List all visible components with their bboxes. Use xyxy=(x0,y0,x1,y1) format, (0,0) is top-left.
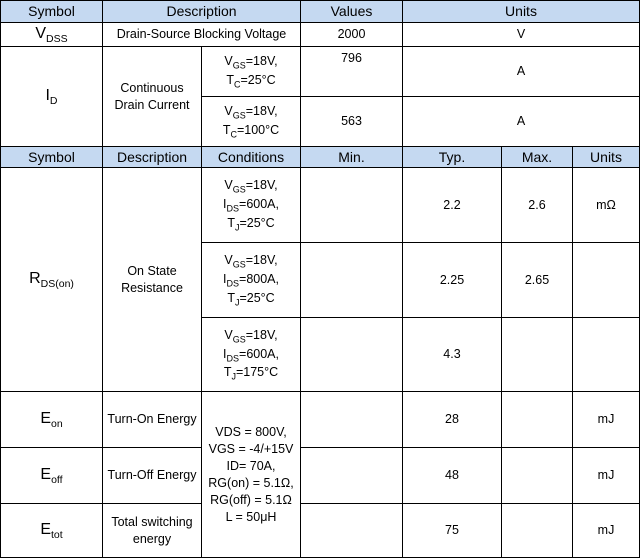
table-row xyxy=(1,23,640,47)
typ-rds-1: 2.2 xyxy=(403,168,502,243)
unit-rds-3 xyxy=(573,318,640,392)
header2-typ: Typ. xyxy=(403,147,502,168)
max-etot xyxy=(502,504,573,558)
typ-eoff: 48 xyxy=(403,448,502,504)
value-id-1: 796 xyxy=(301,47,403,97)
table-row xyxy=(1,504,640,558)
symbol-id: $I_D$ xyxy=(1,47,103,147)
unit-vdss: V xyxy=(403,23,640,47)
header2-description: Description xyxy=(103,147,202,168)
header-symbol: Symbol xyxy=(1,1,103,23)
unit-eoff: mJ xyxy=(573,448,640,504)
typ-eon: 28 xyxy=(403,392,502,448)
cond-rds-3: $V_{GS}=18V$, $I_{DS}=600A$, $T_J=175^\circ C$ xyxy=(202,318,301,392)
max-rds-2: 2.65 xyxy=(502,243,573,318)
symbol-eon: $E_{on}$ xyxy=(1,392,103,448)
cond-id-1: $V_{GS}=18V$, $T_C=25^\circ C$ xyxy=(202,47,301,97)
unit-rds-2 xyxy=(573,243,640,318)
symbol-eoff: $E_{off}$ xyxy=(1,448,103,504)
cond-id-2: $V_{GS}=18V$, $T_C=100^\circ C$ xyxy=(202,97,301,147)
desc-eoff: Turn-Off Energy xyxy=(103,448,202,504)
symbol-vdss: $V_{DSS}$ xyxy=(1,23,103,47)
unit-etot: mJ xyxy=(573,504,640,558)
table-row xyxy=(1,168,640,243)
table-row xyxy=(1,392,640,448)
max-eoff xyxy=(502,448,573,504)
symbol-etot: $E_{tot}$ xyxy=(1,504,103,558)
header2-symbol: Symbol xyxy=(1,147,103,168)
cond-rds-2: $V_{GS}=18V$, $I_{DS}=800A$, $T_J=25^\circ C$ xyxy=(202,243,301,318)
unit-id-1: A xyxy=(403,47,640,97)
header-description: Description xyxy=(103,1,301,23)
unit-id-2: A xyxy=(403,97,640,147)
table-row xyxy=(1,448,640,504)
typ-rds-3: 4.3 xyxy=(403,318,502,392)
desc-eon: Turn-On Energy xyxy=(103,392,202,448)
cond-energy: VDS = 800V, VGS = -4/+15V ID= 70A, RG(on) = 5.1Ω, RG(off) = 5.1Ω L = 50μH xyxy=(202,392,301,558)
header2-min: Min. xyxy=(301,147,403,168)
header2-units: Units xyxy=(573,147,640,168)
max-eon xyxy=(502,392,573,448)
header-row-2 xyxy=(1,147,640,168)
desc-vdss: Drain-Source Blocking Voltage xyxy=(103,23,301,47)
desc-rds: On State Resistance xyxy=(103,168,202,392)
cond-rds-1: $V_{GS}=18V$, $I_{DS}=600A$, $T_J=25^\circ C$ xyxy=(202,168,301,243)
max-rds-1: 2.6 xyxy=(502,168,573,243)
header-row-1 xyxy=(1,1,640,23)
min-rds-3 xyxy=(301,318,403,392)
typ-rds-2: 2.25 xyxy=(403,243,502,318)
header2-conditions: Conditions xyxy=(202,147,301,168)
min-eoff xyxy=(301,448,403,504)
max-rds-3 xyxy=(502,318,573,392)
desc-etot: Total switching energy xyxy=(103,504,202,558)
min-rds-1 xyxy=(301,168,403,243)
min-etot xyxy=(301,504,403,558)
header-values: Values xyxy=(301,1,403,23)
header-units: Units xyxy=(403,1,640,23)
header2-max: Max. xyxy=(502,147,573,168)
value-vdss: 2000 xyxy=(301,23,403,47)
unit-eon: mJ xyxy=(573,392,640,448)
value-id-2: 563 xyxy=(301,97,403,147)
table-row xyxy=(1,47,640,97)
typ-etot: 75 xyxy=(403,504,502,558)
min-rds-2 xyxy=(301,243,403,318)
symbol-rds: $R_{DS(on)}$ xyxy=(1,168,103,392)
unit-rds-1: mΩ xyxy=(573,168,640,243)
desc-id: Continuous Drain Current xyxy=(103,47,202,147)
min-eon xyxy=(301,392,403,448)
